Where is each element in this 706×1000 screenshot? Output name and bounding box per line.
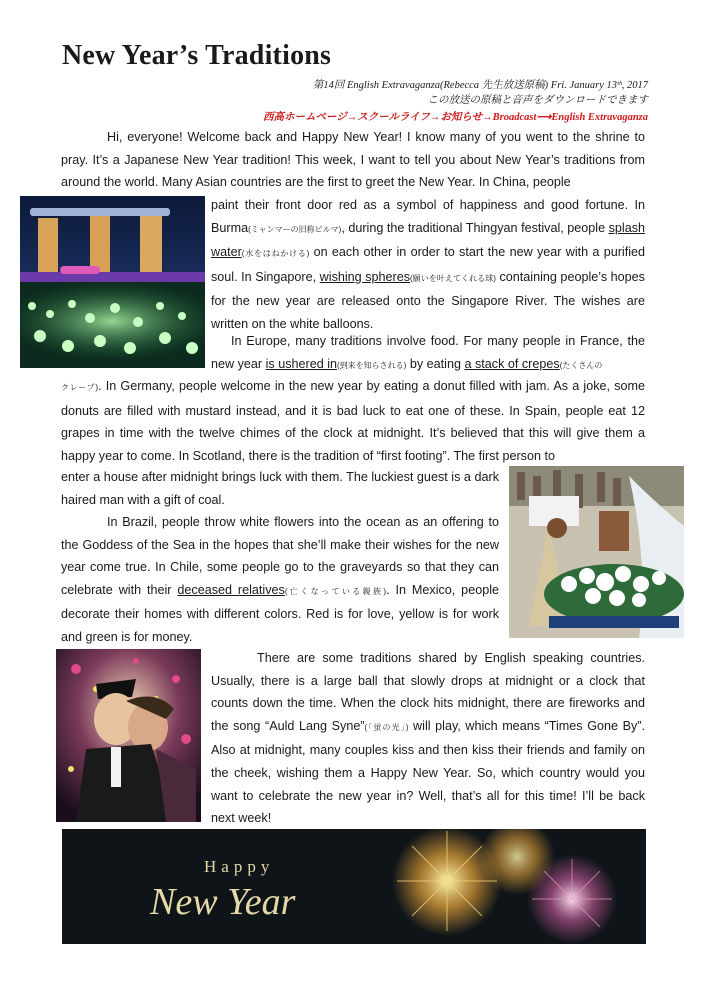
website-path: 西高ホームページ→スクールライフ→お知らせ→Broadcast⟶English Extravaganza [262,112,648,123]
download-note: この放送の原稿と音声をダウンロードできます [427,95,648,106]
banner-new-year-text: New Year [150,881,296,923]
new-year-party-photo [56,649,201,822]
brazil-offering-photo [509,466,684,638]
paragraph-latin-america: In Brazil, people throw white flowers into the ocean as an offering to the Goddess of the Sea in the hopes that she’ll make their wishes for the new year come true. In Chile, some people go to the graveyards so that they can celebrate with their deceased relatives(亡くなっている親族). In Mexico, people decorate their homes with different colors. Red is for love, yellow is for work and green is for money. [61,515,500,644]
singapore-river-photo [20,196,205,368]
paragraph-english-countries: There are some traditions shared by English speaking countries. Usually, there is a large ball that slowly drops at midnight or a clock that counts down the time. When the clock hits midnight, there are fireworks and the song “Auld Lang Syne”(「蛍の光」) will play, which means “Times Gone By”. Also at midnight, many couples kiss and then kiss their friends and family on the cheek, wishing them a Happy New Year. So, which country would you want to celebrate the new year in? Well, that’s all for this time! I’ll be back next week! [211,651,645,826]
paragraph-europe-head: In Europe, many traditions involve food. For many people in France, the new year is ushered in(到来を知らされる) by eating a stack of crepes(たくさんの [211,334,645,371]
broadcast-info: 第14回 English Extravaganza(Rebecca 先生放送原稿) Fri. January 13ᵗʰ, 2017 [312,80,648,91]
happy-new-year-banner [62,829,646,944]
page-title: New Year’s Traditions [62,40,332,71]
paragraph-intro: Hi, everyone! Welcome back and Happy New Year! I know many of you went to the shrine to pray. It’s a Japanese New Year tradition! This week, I want to tell you about New Year’s traditions from around the world. Many Asian countries are the first to greet the New Year. In China, people [61,130,645,190]
paragraph-europe-tail: enter a house after midnight brings luck with them. The luckiest guest is a dark haired man with a gift of coal. [61,470,499,507]
paragraph-asia: paint their front door red as a symbol of happiness and good fortune. In Burma(ミャンマーの旧称ビルマ), during the traditional Thingyan festival, people splash water(水をはねかける) on each other in order to start the new year with a purified soul. In Singapore, wishing spheres(願いを叶えてくれる球) containing people’s hopes for the new year are released onto the Singapore River. The wishes are written on the white balloons. [211,198,645,331]
banner-happy-text: Happy [204,857,275,876]
paragraph-europe-body: クレープ). In Germany, people welcome in the new year by eating a donut filled with jam. As a joke, some donuts are filled with mustard instead, and it is bad luck to eat one of these. In Spain, people eat 12 grapes in time with the twelve chimes of the clock at midnight. It’s believed that this will give them a happy year to come. In Scotland, there is the tradition of “first footing”. The first person to [61,379,646,463]
